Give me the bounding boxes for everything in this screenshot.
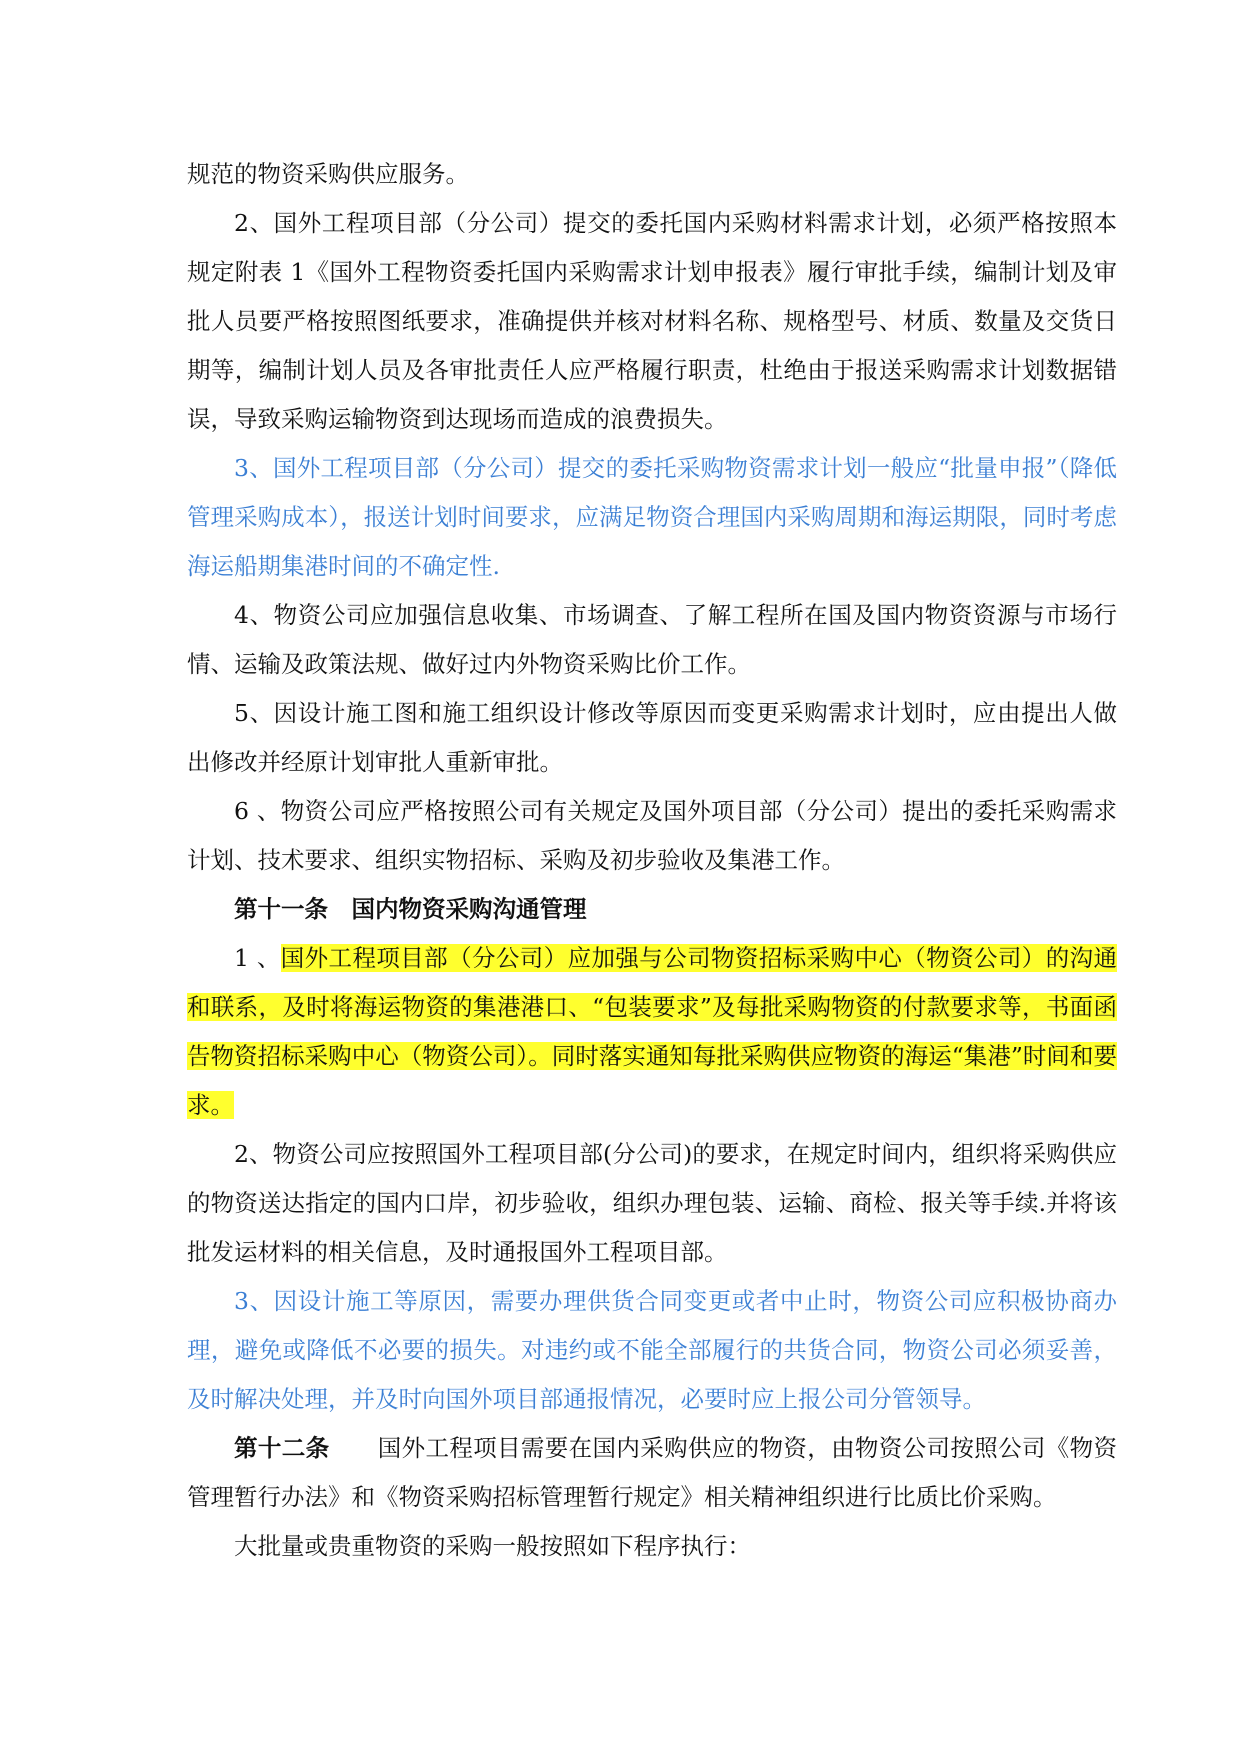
- paragraph-item-6: 6 、物资公司应严格按照公司有关规定及国外项目部（分公司）提出的委托采购需求计划、技术要求、组织实物招标、采购及初步验收及集港工作。: [187, 797, 1117, 874]
- paragraph-item-5: 5、因设计施工图和施工组织设计修改等原因而变更采购需求计划时，应由提出人做出修改并经原计划审批人重新审批。: [187, 699, 1117, 776]
- document-body: [187, 150, 1117, 1571]
- article-12-text: 国外工程项目需要在国内采购供应的物资，由物资公司按照公司《物资管理暂行办法》和《物资采购招标管理暂行规定》相关精神组织进行比质比价采购。: [187, 1434, 1118, 1511]
- paragraph-item-2: 2、国外工程项目部（分公司）提交的委托国内采购材料需求计划，必须严格按照本规定附表 1《国外工程物资委托国内采购需求计划申报表》履行审批手续，编制计划及审批人员要严格按照图纸要求，准确提供并核对材料名称、规格型号、材质、数量及交货日期等，编制计划人员及各审批责任人应严格履行职责，杜绝由于报送采购需求计划数据错误，导致采购运输物资到达现场而造成的浪费损失。: [187, 209, 1117, 433]
- paragraph-item-3: 3、国外工程项目部（分公司）提交的委托采购物资需求计划一般应“批量申报”（降低管理采购成本），报送计划时间要求，应满足物资合理国内采购周期和海运期限，同时考虑海运船期集港时间的不确定性.: [187, 454, 1117, 580]
- paragraph-procedure-intro: 大批量或贵重物资的采购一般按照如下程序执行：: [234, 1532, 751, 1560]
- paragraph-continuation: 规范的物资采购供应服务。: [187, 160, 469, 188]
- paragraph-article-11-item-3: 3、因设计施工等原因，需要办理供货合同变更或者中止时，物资公司应积极协商办理，避免或降低不必要的损失。对违约或不能全部履行的共货合同，物资公司必须妥善，及时解决处理，并及时向国外项目部通报情况，必要时应上报公司分管领导。: [187, 1287, 1117, 1413]
- article-12-heading: 第十二条: [234, 1434, 330, 1462]
- item-number: 1 、: [234, 944, 281, 972]
- paragraph-article-12: [187, 1424, 1117, 1522]
- paragraph-article-11-item-2: 2、物资公司应按照国外工程项目部(分公司)的要求，在规定时间内，组织将采购供应的物资送达指定的国内口岸，初步验收，组织办理包装、运输、商检、报关等手续.并将该批发运材料的相关信息，及时通报国外工程项目部。: [187, 1140, 1117, 1266]
- article-11-heading: 第十一条 国内物资采购沟通管理: [234, 895, 587, 923]
- paragraph-item-4: 4、物资公司应加强信息收集、市场调查、了解工程所在国及国内物资资源与市场行情、运输及政策法规、做好过内外物资采购比价工作。: [187, 601, 1117, 678]
- highlighted-text: 国外工程项目部（分公司）应加强与公司物资招标采购中心（物资公司）的沟通和联系，及时将海运物资的集港港口、“包装要求”及每批采购物资的付款要求等，书面函告物资招标采购中心（物资公司）。同时落实通知每批采购供应物资的海运“集港”时间和要求。: [187, 944, 1118, 1119]
- paragraph-article-11-item-1: [187, 934, 1117, 1130]
